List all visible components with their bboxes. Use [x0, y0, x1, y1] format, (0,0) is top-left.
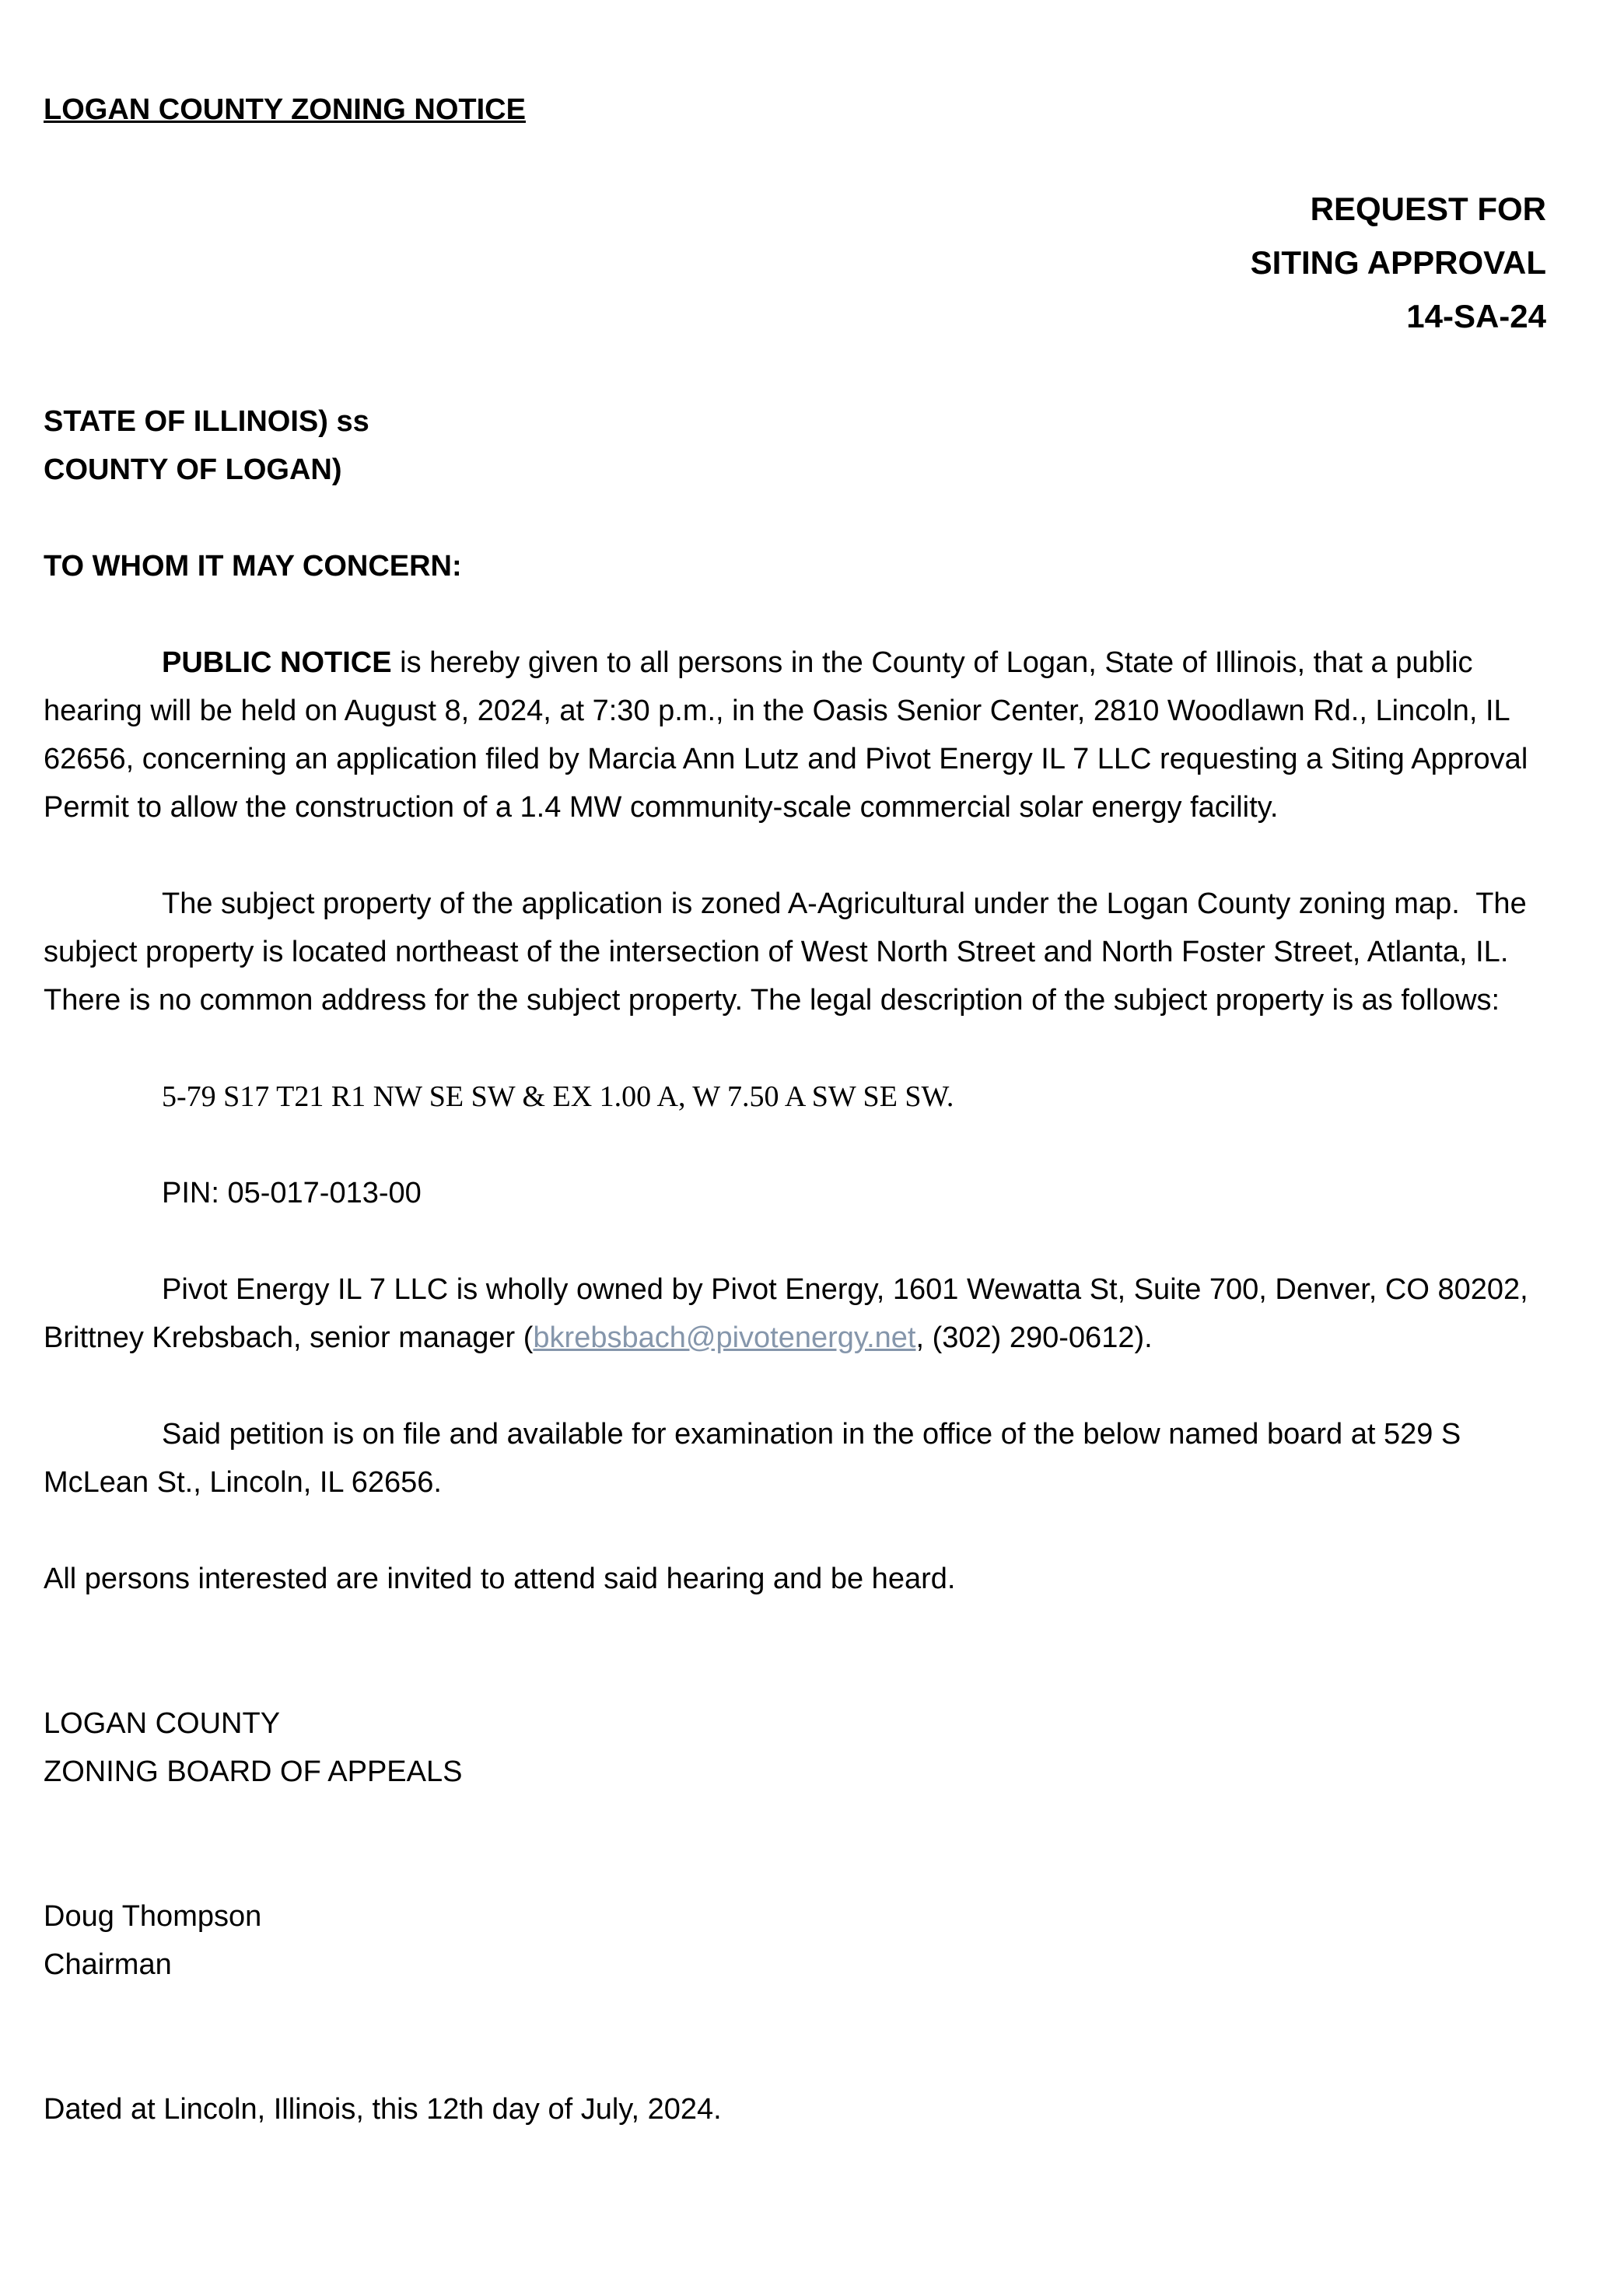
state-of-illinois-line: STATE OF ILLINOIS) ss	[44, 405, 369, 438]
email-link[interactable]: bkrebsbach@pivotenergy.net	[533, 1321, 916, 1354]
signature-org-block	[44, 1699, 1546, 1796]
signatory-name: Doug Thompson	[44, 1900, 262, 1933]
dated-line: Dated at Lincoln, Illinois, this 12th day of July, 2024.	[44, 2093, 722, 2126]
ownership-text-before-link: Pivot Energy IL 7 LLC is wholly owned by Pivot Energy, 1601 Wewatta St, Suite 700, Denver, CO 80202, Brittney Krebsbach, senior manager (	[44, 1273, 1537, 1354]
salutation: TO WHOM IT MAY CONCERN:	[44, 550, 462, 583]
ownership-paragraph	[44, 1265, 1546, 1362]
request-header	[44, 182, 1546, 343]
document-title: LOGAN COUNTY ZONING NOTICE	[44, 93, 526, 126]
legal-description: 5-79 S17 T21 R1 NW SE SW & EX 1.00 A, W 7.50 A SW SE SW.	[162, 1080, 954, 1113]
pin-number: PIN: 05-017-013-00	[162, 1177, 422, 1209]
property-description-paragraph: The subject property of the application is zoned A-Agricultural under the Logan County zoning map. The subject property is located northeast of the intersection of West North Street and North Foster Street, Atlanta, IL. There is no common address for the subject property. The legal description of the subject property is as follows:	[44, 887, 1535, 1017]
case-number: 14-SA-24	[1406, 298, 1546, 334]
petition-paragraph: Said petition is on file and available for examination in the office of the below named board at 529 S McLean St., Lincoln, IL 62656.	[44, 1418, 1469, 1499]
public-notice-body: is hereby given to all persons in the County of Logan, State of Illinois, that a public hearing will be held on August 8, 2024, at 7:30 p.m., in the Oasis Senior Center, 2810 Woodlawn Rd., Lincoln, IL 62656, concerning an application filed by Marcia Ann Lutz and Pivot Energy IL 7 LLC requesting a Siting Approval Permit to allow the construction of a 1.4 MW community-scale commercial solar energy facility.	[44, 646, 1536, 824]
org-name-line-1: LOGAN COUNTY	[44, 1707, 281, 1740]
org-name-line-2: ZONING BOARD OF APPEALS	[44, 1755, 463, 1788]
request-for-line: REQUEST FOR	[1310, 191, 1546, 227]
ownership-text-after-link: , (302) 290-0612).	[915, 1321, 1153, 1354]
public-notice-paragraph	[44, 639, 1546, 831]
signatory-block	[44, 1892, 1546, 1989]
signatory-title: Chairman	[44, 1948, 172, 1981]
public-notice-lead: PUBLIC NOTICE	[162, 646, 392, 679]
invitation-paragraph: All persons interested are invited to attend said hearing and be heard.	[44, 1563, 956, 1595]
county-of-logan-line: COUNTY OF LOGAN)	[44, 453, 342, 486]
siting-approval-line: SITING APPROVAL	[1250, 244, 1546, 281]
venue-block	[44, 397, 1546, 494]
